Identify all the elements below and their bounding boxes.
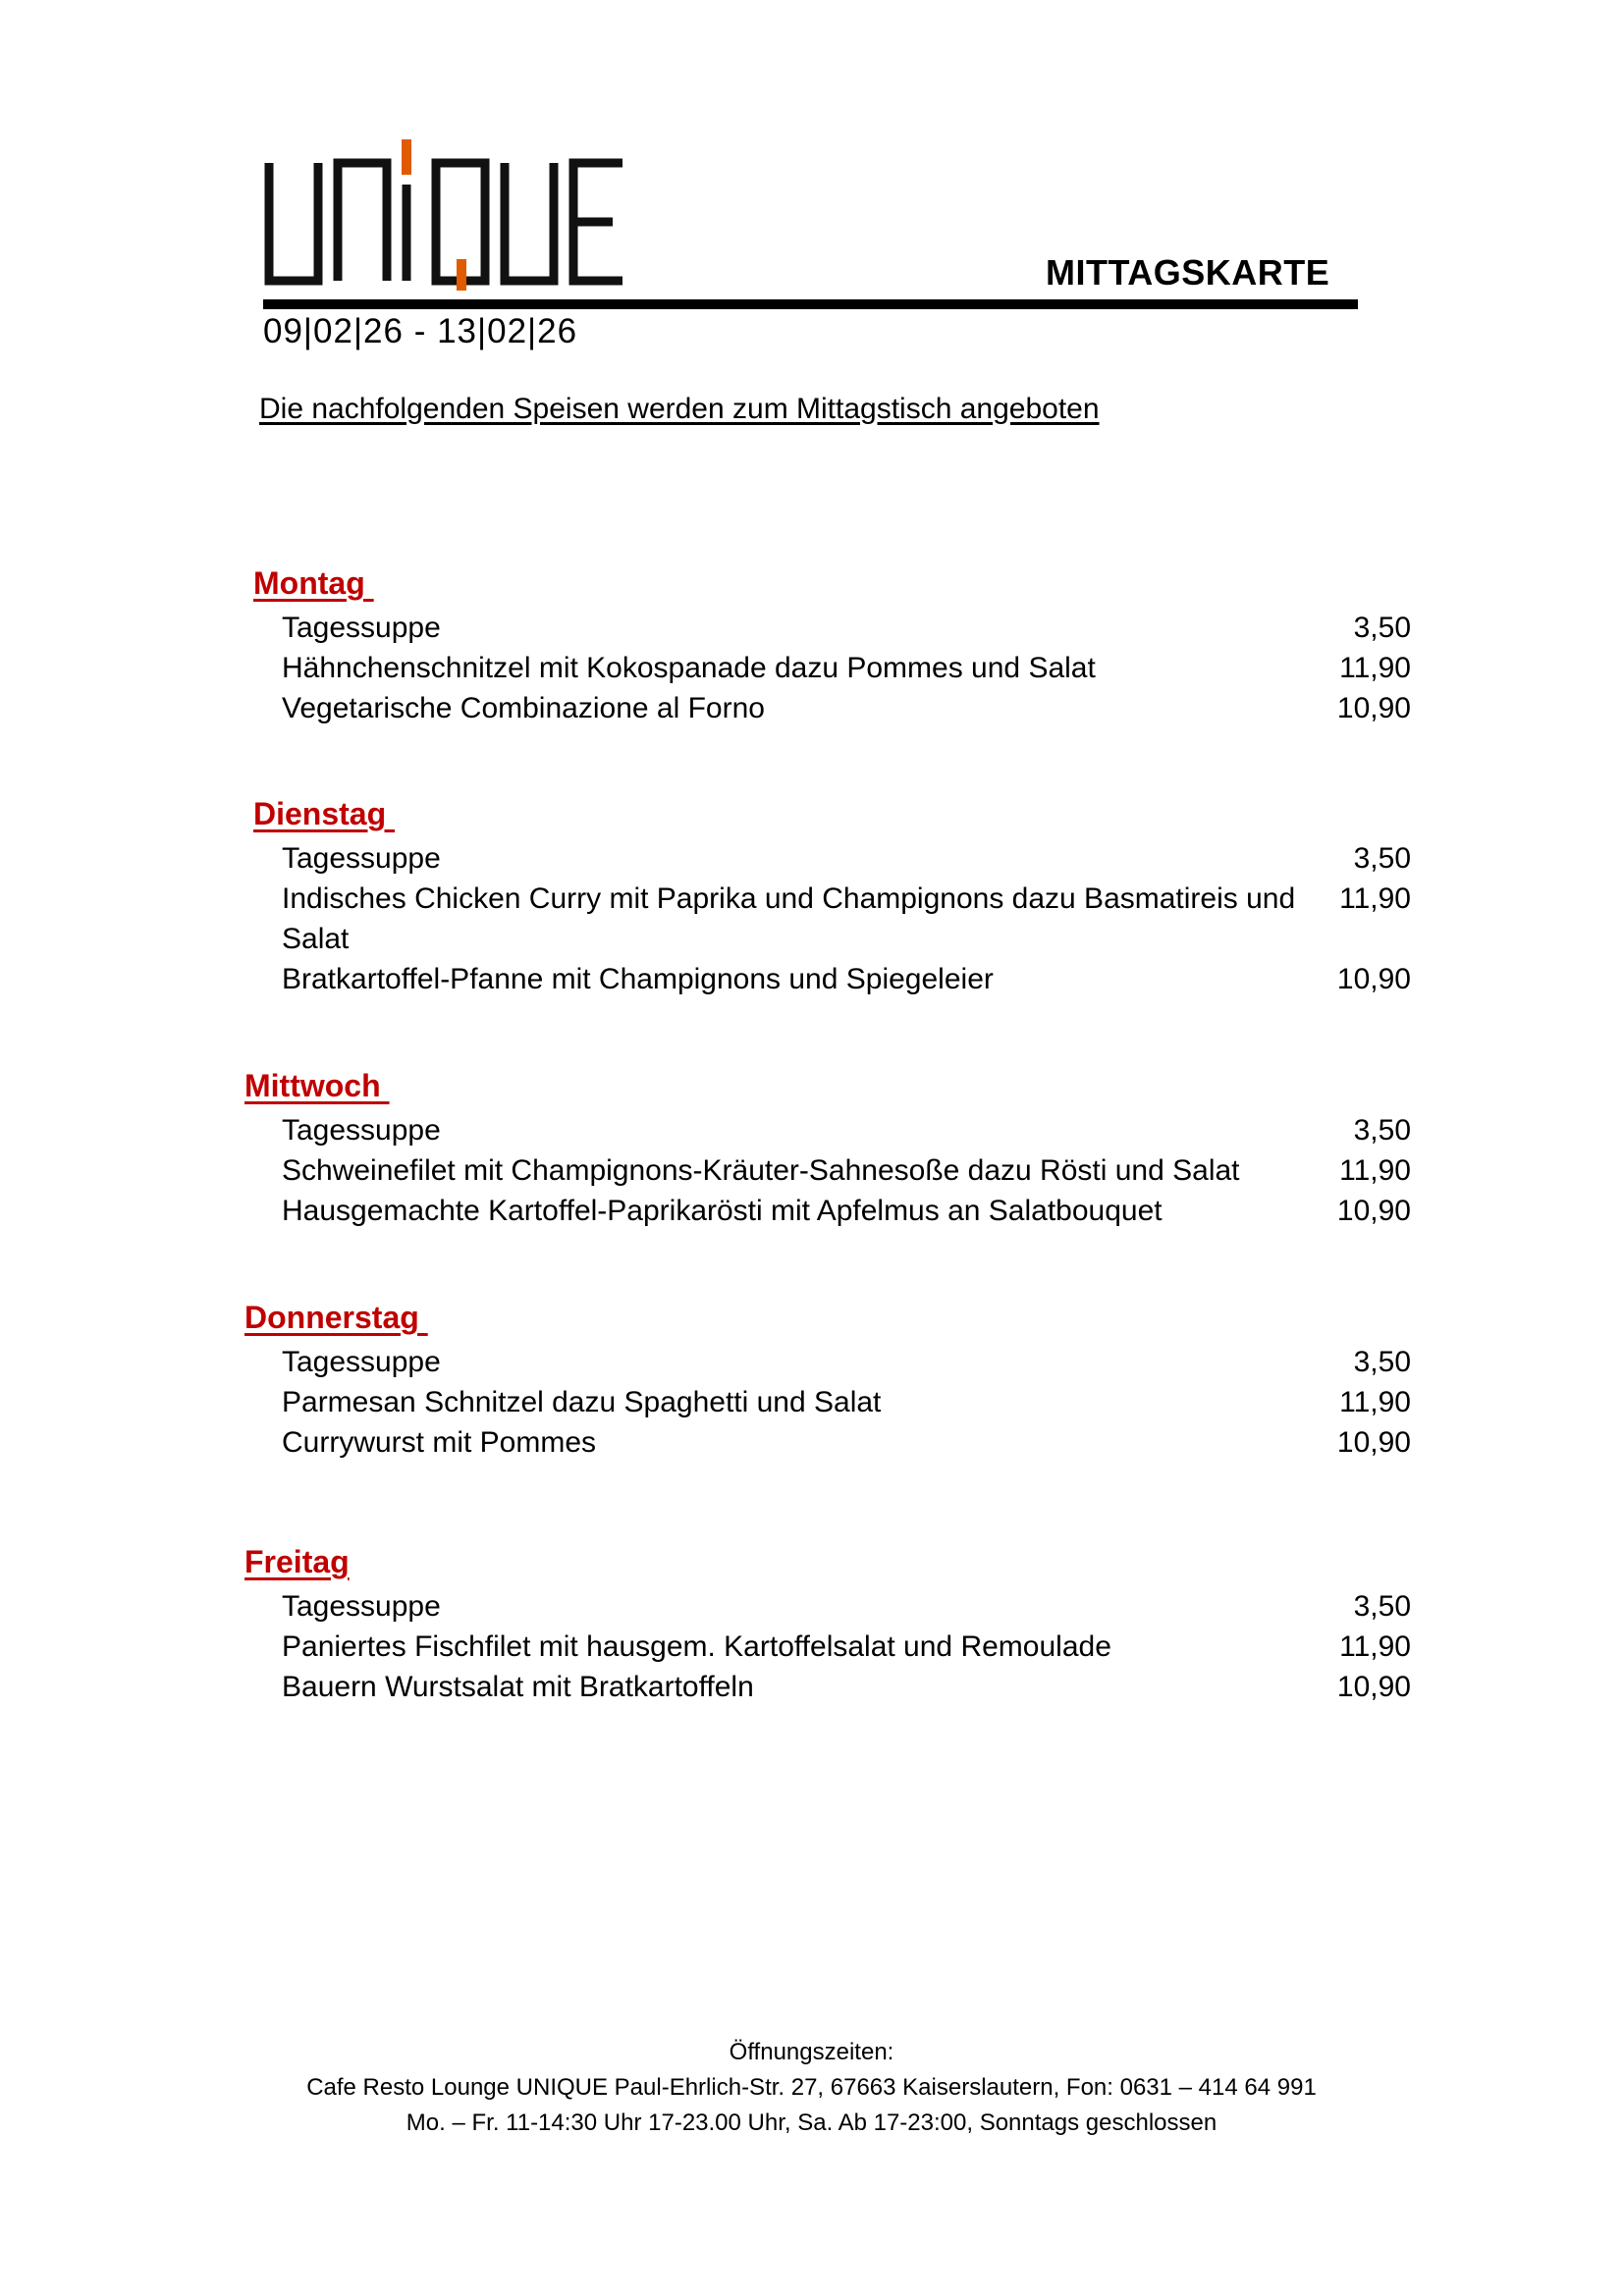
day-heading: Dienstag: [253, 796, 396, 831]
dish-name: Schweinefilet mit Champignons-Kräuter-Sahnesoße dazu Rösti und Salat: [282, 1154, 1240, 1187]
dish-price: 10,90: [1336, 1195, 1411, 1227]
dish-row: [282, 688, 1411, 728]
dish-row: [282, 1110, 1411, 1150]
day-heading: Freitag: [244, 1544, 350, 1579]
dish-name: Indisches Chicken Curry mit Paprika und Champignons dazu Basmatireis und Salat: [282, 882, 1296, 955]
dish-row: [282, 1667, 1411, 1707]
page-title: MITTAGSKARTE: [1046, 252, 1330, 293]
dish-price: 10,90: [1336, 1671, 1411, 1703]
dish-name: Tagessuppe: [282, 1590, 441, 1623]
dish-price: 11,90: [1339, 1386, 1411, 1418]
dish-name: Tagessuppe: [282, 1114, 441, 1147]
day-heading: Montag: [253, 565, 374, 601]
dish-price: 10,90: [1336, 1426, 1411, 1459]
dish-price: 3,50: [1353, 1114, 1411, 1147]
dish-price: 11,90: [1339, 1154, 1411, 1187]
dish-row: [282, 1342, 1411, 1382]
dish-price: 3,50: [1353, 842, 1411, 875]
dish-name: Vegetarische Combinazione al Forno: [282, 692, 765, 724]
dish-row: [282, 838, 1411, 879]
dish-price: 11,90: [1339, 882, 1411, 915]
day-heading: Donnerstag: [244, 1300, 428, 1335]
dish-name: Parmesan Schnitzel dazu Spaghetti und Salat: [282, 1386, 882, 1418]
dish-row: [282, 1586, 1411, 1627]
dish-name: Tagessuppe: [282, 842, 441, 875]
dish-name: Tagessuppe: [282, 1346, 441, 1378]
dish-price: 3,50: [1353, 1346, 1411, 1378]
intro-text: Die nachfolgenden Speisen werden zum Mittagstisch angeboten: [259, 393, 1100, 425]
dish-row: [282, 1150, 1411, 1191]
dish-name: Paniertes Fischfilet mit hausgem. Kartoffelsalat und Remoulade: [282, 1630, 1111, 1663]
dish-price: 10,90: [1336, 692, 1411, 724]
day-heading: Mittwoch: [244, 1068, 390, 1103]
footer-address: Cafe Resto Lounge UNIQUE Paul-Ehrlich-Str. 27, 67663 Kaiserslautern, Fon: 0631 – 414 64 991: [306, 2074, 1317, 2101]
dish-name: Bratkartoffel-Pfanne mit Champignons und Spiegeleier: [282, 963, 994, 995]
dish-name: Bauern Wurstsalat mit Bratkartoffeln: [282, 1671, 754, 1703]
date-range: 09|02|26 - 13|02|26: [263, 312, 578, 350]
dish-price: 3,50: [1353, 1590, 1411, 1623]
dish-name: Tagessuppe: [282, 612, 441, 644]
header-rule: [263, 299, 1358, 309]
dish-row: [282, 1191, 1411, 1231]
dish-row: [282, 608, 1411, 648]
dish-row: [282, 648, 1411, 688]
dish-name: Currywurst mit Pommes: [282, 1426, 597, 1459]
dish-row: [282, 1382, 1411, 1422]
dish-row: [282, 1627, 1411, 1667]
dish-name: Hähnchenschnitzel mit Kokospanade dazu Pommes und Salat: [282, 652, 1096, 684]
footer-hours: Mo. – Fr. 11-14:30 Uhr 17-23.00 Uhr, Sa. Ab 17-23:00, Sonntags geschlossen: [406, 2109, 1217, 2136]
dish-price: 11,90: [1339, 1630, 1411, 1663]
dish-name: Hausgemachte Kartoffel-Paprikarösti mit Apfelmus an Salatbouquet: [282, 1195, 1163, 1227]
dish-row: [282, 959, 1411, 999]
dish-price: 11,90: [1339, 652, 1411, 684]
dish-price: 10,90: [1336, 963, 1411, 995]
dish-row: [282, 1422, 1411, 1463]
dish-row: [282, 879, 1411, 959]
dish-price: 3,50: [1353, 612, 1411, 644]
unique-logo: [263, 133, 646, 291]
footer-opening-hours-label: Öffnungszeiten:: [729, 2039, 894, 2065]
